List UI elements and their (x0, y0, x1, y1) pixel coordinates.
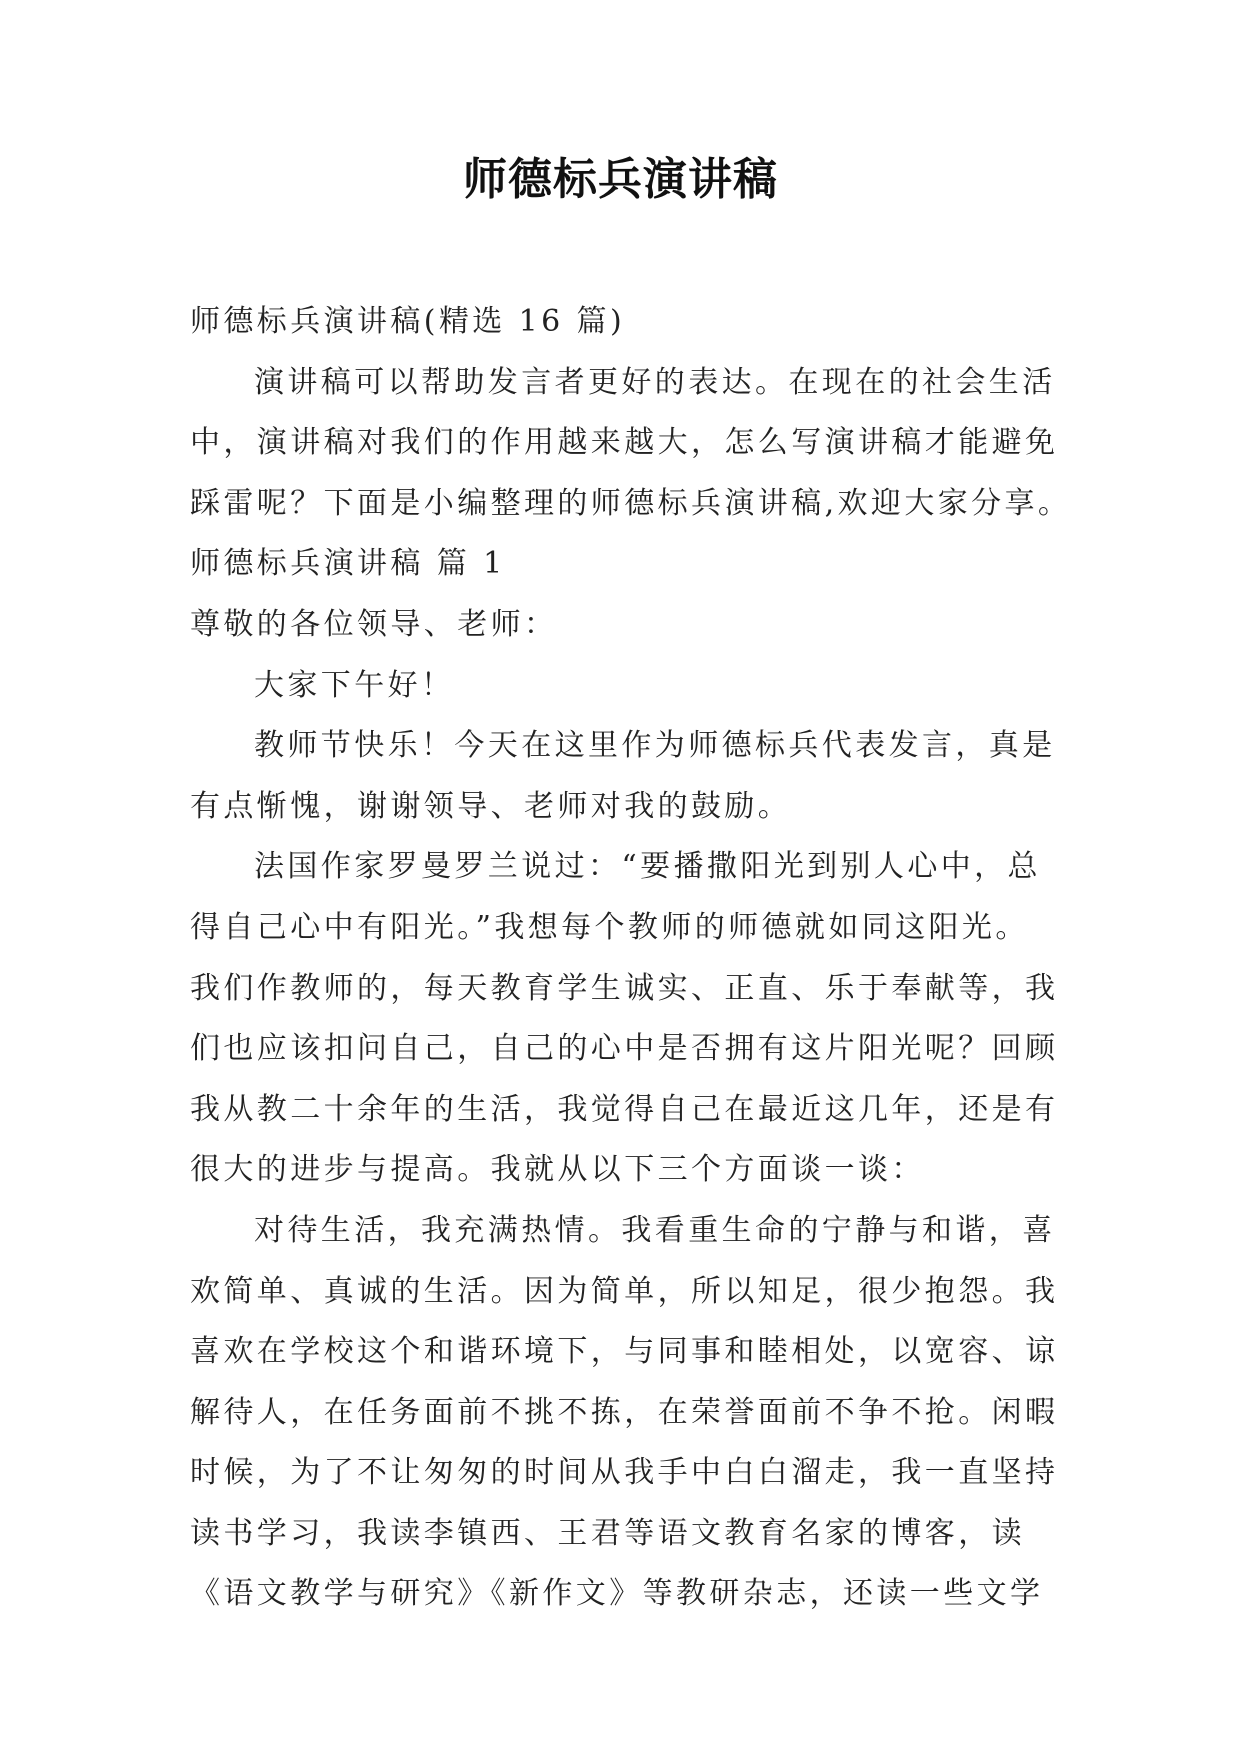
greeting: 大家下午好！ (254, 667, 455, 703)
text-line: 解待人，在任务面前不挑不拣，在荣誉面前不争不抢。闲暇 (190, 1394, 1059, 1430)
text-line: 欢简单、真诚的生活。因为简单，所以知足，很少抱怨。我 (190, 1273, 1059, 1309)
text-line: 中，演讲稿对我们的作用越来越大，怎么写演讲稿才能避免 (190, 425, 1059, 461)
text-line: 《语文教学与研究》《新作文》等教研杂志，还读一些文学 (190, 1576, 1044, 1612)
text-line: 演讲稿可以帮助发言者更好的表达。在现在的社会生活 (254, 364, 1056, 400)
text-line: 们也应该扣问自己，自己的心中是否拥有这片阳光呢？回顾 (190, 1031, 1059, 1067)
text-line: 踩雷呢？下面是小编整理的师德标兵演讲稿,欢迎大家分享。 (190, 485, 1072, 521)
text-line: 师德标兵演讲稿(精选 16 篇) (190, 304, 626, 339)
text-line: 喜欢在学校这个和谐环境下，与同事和睦相处，以宽容、谅 (190, 1334, 1059, 1370)
text-line: 我们作教师的，每天教育学生诚实、正直、乐于奉献等，我 (190, 970, 1059, 1006)
text-line: 对待生活，我充满热情。我看重生命的宁静与和谐，喜 (254, 1212, 1056, 1248)
text-line: 时候，为了不让匆匆的时间从我手中白白溜走，我一直坚持 (190, 1455, 1059, 1491)
section-heading: 师德标兵演讲稿 篇 1 (190, 546, 506, 582)
text-line: 教师节快乐！今天在这里作为师德标兵代表发言，真是 (254, 728, 1056, 764)
text-line: 法国作家罗曼罗兰说过：“要播撒阳光到别人心中，总 (254, 849, 1041, 885)
document-title: 师德标兵演讲稿 (463, 154, 778, 205)
text-line: 读书学习，我读李镇西、王君等语文教育名家的博客，读 (190, 1515, 1025, 1551)
document-body (190, 292, 1072, 1625)
text-line: 我从教二十余年的生活，我觉得自己在最近这几年，还是有 (190, 1091, 1059, 1127)
text-line: 得自己心中有阳光。”我想每个教师的师德就如同这阳光。 (190, 909, 1029, 945)
text-line: 很大的进步与提高。我就从以下三个方面谈一谈： (190, 1152, 925, 1188)
salutation: 尊敬的各位领导、老师： (190, 606, 558, 642)
text-line: 有点惭愧，谢谢领导、老师对我的鼓励。 (190, 788, 792, 824)
